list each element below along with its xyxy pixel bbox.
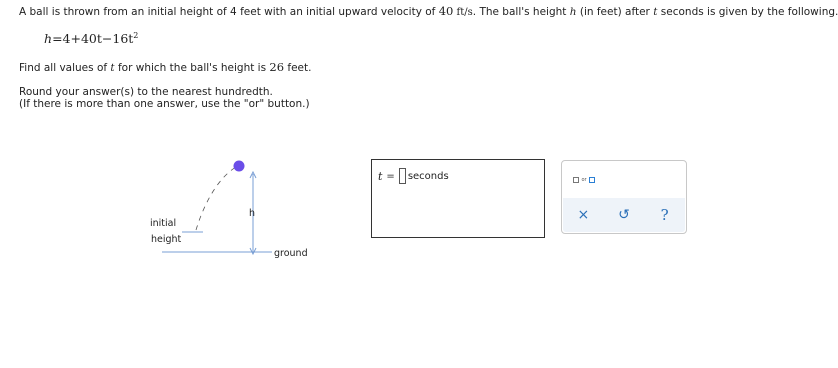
- find-text-2: for which the ball's height is: [114, 62, 270, 74]
- x-icon: ×: [577, 207, 590, 223]
- trajectory-path: [196, 167, 236, 230]
- answer-equals: =: [386, 170, 395, 182]
- label-h: h: [249, 208, 256, 219]
- height-equation: [44, 31, 138, 46]
- answer-variable: t: [378, 169, 383, 183]
- equation-exponent: 2: [133, 31, 139, 40]
- var-h: h: [569, 6, 577, 18]
- label-ground: ground: [274, 248, 308, 259]
- target-height: 26: [269, 60, 285, 74]
- answer-row: [378, 168, 449, 184]
- problem-text-1: A ball is thrown from an initial height of 4 feet with an initial upward velocity of: [19, 6, 439, 18]
- undo-button[interactable]: [612, 203, 636, 227]
- problem-text-3: (in feet) after: [576, 6, 654, 18]
- label-height: height: [151, 234, 182, 245]
- find-instruction: [19, 60, 311, 74]
- answer-input[interactable]: [399, 168, 406, 184]
- answer-unit: seconds: [407, 170, 449, 182]
- equation-lhs: h: [44, 31, 53, 47]
- or-instruction: (If there is more than one answer, use the "or" button.): [19, 98, 310, 110]
- problem-text-4: seconds is given by the following.: [657, 6, 838, 18]
- velocity-unit: ft/s: [453, 7, 473, 18]
- box-icon: [573, 177, 579, 183]
- actions-bar: [563, 198, 685, 232]
- var-t: t: [653, 6, 658, 18]
- help-button[interactable]: [653, 203, 677, 227]
- equation-rhs: =4+40t−16t: [52, 31, 134, 47]
- clear-button[interactable]: [571, 203, 595, 227]
- undo-icon: ↺: [618, 207, 630, 223]
- problem-text-2: . The ball's height: [472, 6, 570, 18]
- round-instruction: Round your answer(s) to the nearest hundredth.: [19, 86, 273, 98]
- question-icon: ?: [660, 206, 669, 224]
- label-initial: initial: [150, 218, 177, 229]
- problem-statement: [19, 4, 838, 18]
- ball-diagram: [140, 150, 320, 265]
- or-button[interactable]: [570, 173, 598, 187]
- box-icon: [589, 177, 595, 183]
- find-text-1: Find all values of: [19, 62, 111, 74]
- find-var-t: t: [110, 62, 115, 74]
- ball: [234, 161, 245, 172]
- find-text-3: feet.: [284, 62, 312, 74]
- velocity-value: 40: [438, 4, 454, 18]
- answer-area: [371, 159, 545, 238]
- tool-panel: [561, 160, 687, 234]
- or-label: or: [581, 177, 587, 183]
